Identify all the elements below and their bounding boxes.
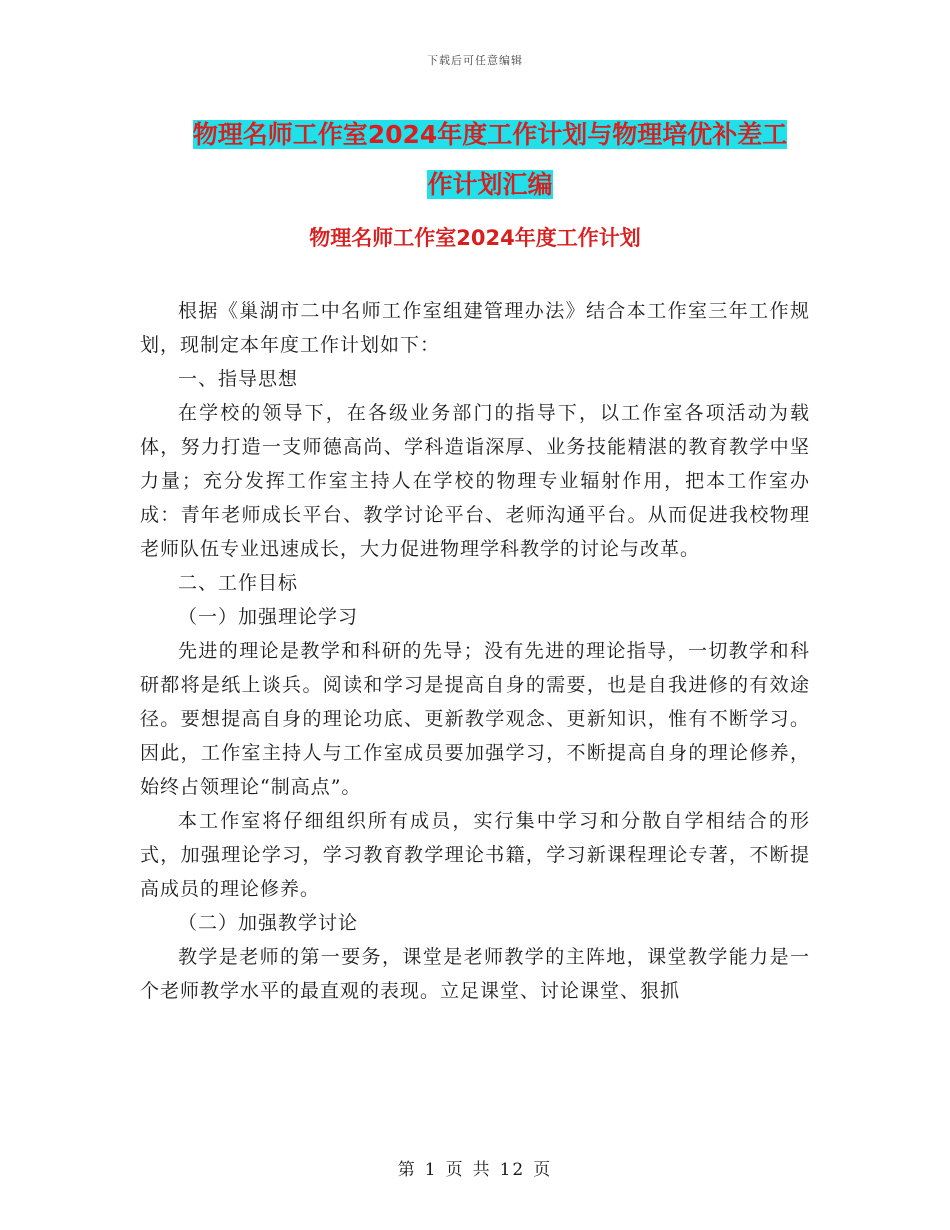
paragraph-theory-study-2: 本工作室将仔细组织所有成员，实行集中学习和分散自学相结合的形式，加强理论学习，学习教育教学理论书籍，学习新课程理论专著，不断提高成员的理论修养。 bbox=[140, 810, 810, 900]
document-body bbox=[140, 294, 810, 1008]
subheading-theory-study: （一）加强理论学习 bbox=[178, 606, 359, 628]
header-note: 下载后可任意编辑 bbox=[427, 54, 523, 67]
page-footer bbox=[0, 1155, 950, 1180]
section-title: 物理名师工作室2024年度工作计划 bbox=[309, 226, 641, 250]
footer-total-label: 共 bbox=[472, 1160, 492, 1180]
heading-work-goals: 二、工作目标 bbox=[178, 572, 299, 594]
paragraph-teaching-discussion: 教学是老师的第一要务，课堂是老师教学的主阵地，课堂教学能力是一个老师教学水平的最直观的表现。立足课堂、讨论课堂、狠抓 bbox=[140, 946, 810, 1002]
footer-total-unit: 页 bbox=[533, 1160, 553, 1180]
footer-page-unit: 页 bbox=[445, 1160, 465, 1180]
footer-total-pages: 12 bbox=[499, 1160, 526, 1180]
subheading-teaching-discussion: （二）加强教学讨论 bbox=[178, 912, 359, 934]
footer-page-number: 1 bbox=[424, 1160, 438, 1180]
document-title-line-2: 作计划汇编 bbox=[427, 170, 553, 199]
paragraph-guiding-ideology: 在学校的领导下，在各级业务部门的指导下，以工作室各项活动为载体，努力打造一支师德高尚、学科造诣深厚、业务技能精湛的教育教学中坚力量；充分发挥工作室主持人在学校的物理专业辐射作用，把本工作室办成：青年老师成长平台、教学讨论平台、老师沟通平台。从而促进我校物理老师队伍专业迅速成长，大力促进物理学科教学的讨论与改革。 bbox=[140, 402, 810, 560]
document-title-line-1: 物理名师工作室2024年度工作计划与物理培优补差工 bbox=[192, 120, 788, 149]
paragraph-theory-study-1: 先进的理论是教学和科研的先导；没有先进的理论指导，一切教学和科研都将是纸上谈兵。阅读和学习是提高自身的需要，也是自我进修的有效途径。要想提高自身的理论功底、更新教学观念、更新知识，惟有不断学习。因此，工作室主持人与工作室成员要加强学习，不断提高自身的理论修养，始终占领理论“制高点”。 bbox=[140, 640, 810, 798]
document-title bbox=[140, 110, 840, 210]
paragraph-intro: 根据《巢湖市二中名师工作室组建管理办法》结合本工作室三年工作规划，现制定本年度工作计划如下： bbox=[140, 300, 810, 356]
footer-page-label: 第 bbox=[397, 1160, 417, 1180]
heading-guiding-ideology: 一、指导思想 bbox=[178, 368, 299, 390]
